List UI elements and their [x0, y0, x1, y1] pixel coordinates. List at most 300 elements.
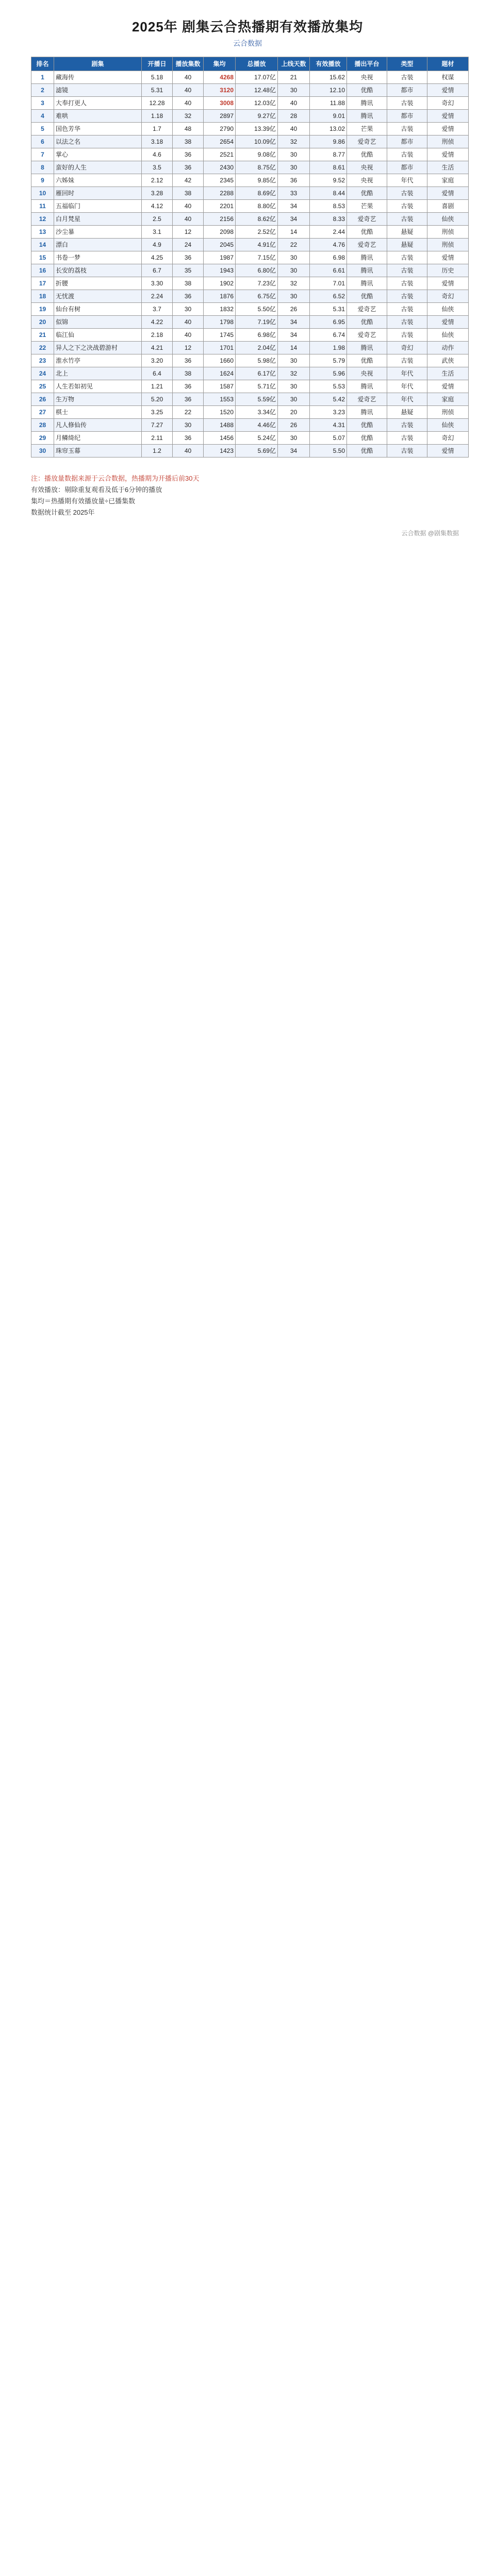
table-cell: 4268: [204, 71, 236, 84]
table-cell: 武侠: [427, 354, 469, 367]
table-cell: 4.46亿: [236, 419, 278, 432]
table-cell: 古装: [387, 251, 427, 264]
table-cell: 3.18: [142, 135, 173, 148]
table-cell: 7: [31, 148, 54, 161]
table-cell: 22: [278, 239, 310, 251]
table-cell: 40: [173, 213, 204, 226]
table-cell: 1943: [204, 264, 236, 277]
table-cell: 爱情: [427, 148, 469, 161]
table-cell: 8.53: [310, 200, 347, 213]
table-cell: 2098: [204, 226, 236, 239]
table-cell: 35: [173, 264, 204, 277]
table-cell: 4: [31, 110, 54, 123]
column-header: 题材: [427, 57, 469, 71]
table-cell: 芒果: [347, 200, 387, 213]
table-cell: 34: [278, 213, 310, 226]
table-cell: 爱奇艺: [347, 329, 387, 342]
table-cell: 20: [278, 406, 310, 419]
table-cell: 40: [173, 200, 204, 213]
column-header: 播出平台: [347, 57, 387, 71]
table-cell: 6.52: [310, 290, 347, 303]
table-cell: 爱情: [427, 316, 469, 329]
table-cell: 古装: [387, 213, 427, 226]
table-cell: 央视: [347, 161, 387, 174]
table-cell: 1832: [204, 303, 236, 316]
table-cell: 五福临门: [54, 200, 142, 213]
table-cell: 8.75亿: [236, 161, 278, 174]
table-cell: 1876: [204, 290, 236, 303]
table-row: [31, 200, 469, 213]
table-cell: 爱情: [427, 123, 469, 135]
table-cell: 15.62: [310, 71, 347, 84]
table-row: [31, 264, 469, 277]
table-cell: 年代: [387, 393, 427, 406]
table-row: [31, 393, 469, 406]
table-cell: 11: [31, 200, 54, 213]
table-cell: 六姊妹: [54, 174, 142, 187]
table-cell: 12.03亿: [236, 97, 278, 110]
table-cell: 10.09亿: [236, 135, 278, 148]
table-cell: 漂白: [54, 239, 142, 251]
table-cell: 8.62亿: [236, 213, 278, 226]
table-cell: 悬疑: [387, 406, 427, 419]
table-cell: 25: [31, 380, 54, 393]
table-row: [31, 161, 469, 174]
table-cell: 24: [173, 239, 204, 251]
table-cell: 年代: [387, 367, 427, 380]
table-cell: 5.53: [310, 380, 347, 393]
table-cell: 38: [173, 277, 204, 290]
table-cell: 9.08亿: [236, 148, 278, 161]
table-cell: 17: [31, 277, 54, 290]
table-cell: 以法之名: [54, 135, 142, 148]
ranking-table-wrap: [31, 57, 468, 457]
table-cell: 无忧渡: [54, 290, 142, 303]
note-line: 集均＝热播期有效播放量÷已播集数: [31, 497, 136, 505]
table-row: [31, 354, 469, 367]
table-cell: 36: [173, 148, 204, 161]
table-cell: 1: [31, 71, 54, 84]
table-cell: 14: [278, 226, 310, 239]
table-cell: 5.50亿: [236, 303, 278, 316]
table-cell: 17.07亿: [236, 71, 278, 84]
table-cell: 8.44: [310, 187, 347, 200]
table-cell: 5.96: [310, 367, 347, 380]
table-row: [31, 329, 469, 342]
table-cell: 古装: [387, 329, 427, 342]
table-cell: 30: [278, 354, 310, 367]
table-cell: 7.27: [142, 419, 173, 432]
table-cell: 刑侦: [427, 239, 469, 251]
table-cell: 2521: [204, 148, 236, 161]
table-cell: 12.28: [142, 97, 173, 110]
table-cell: 10: [31, 187, 54, 200]
table-cell: 5.71亿: [236, 380, 278, 393]
table-cell: 仙侠: [427, 213, 469, 226]
ranking-table: [31, 57, 469, 457]
table-cell: 36: [173, 354, 204, 367]
table-cell: 腾讯: [347, 342, 387, 354]
table-cell: 4.25: [142, 251, 173, 264]
table-row: [31, 406, 469, 419]
table-cell: 30: [173, 303, 204, 316]
table-cell: 刑侦: [427, 226, 469, 239]
table-cell: 40: [173, 316, 204, 329]
table-cell: 38: [173, 187, 204, 200]
table-cell: 优酷: [347, 290, 387, 303]
column-header: 上线天数: [278, 57, 310, 71]
table-cell: 6.17亿: [236, 367, 278, 380]
table-cell: 奇幻: [387, 342, 427, 354]
table-row: [31, 148, 469, 161]
table-cell: 芒果: [347, 123, 387, 135]
table-cell: 40: [173, 71, 204, 84]
table-cell: 优酷: [347, 316, 387, 329]
table-cell: 古装: [387, 290, 427, 303]
table-cell: 优酷: [347, 187, 387, 200]
table-cell: 6.74: [310, 329, 347, 342]
table-cell: 爱奇艺: [347, 393, 387, 406]
table-row: [31, 316, 469, 329]
table-header-row: [31, 57, 469, 71]
table-cell: 爱奇艺: [347, 239, 387, 251]
table-cell: 2: [31, 84, 54, 97]
table-cell: 1587: [204, 380, 236, 393]
table-cell: 爱情: [427, 380, 469, 393]
table-row: [31, 277, 469, 290]
table-cell: 5.42: [310, 393, 347, 406]
table-cell: 8.33: [310, 213, 347, 226]
table-cell: 26: [278, 419, 310, 432]
table-cell: 爱情: [427, 110, 469, 123]
table-cell: 30: [278, 148, 310, 161]
table-cell: 凡人修仙传: [54, 419, 142, 432]
table-cell: 40: [173, 97, 204, 110]
table-row: [31, 445, 469, 457]
table-cell: 40: [173, 445, 204, 457]
table-cell: 棋士: [54, 406, 142, 419]
table-cell: 32: [173, 110, 204, 123]
table-cell: 滤镜: [54, 84, 142, 97]
table-cell: 2.24: [142, 290, 173, 303]
table-cell: 异人之下之决战碧游村: [54, 342, 142, 354]
table-cell: 23: [31, 354, 54, 367]
table-cell: 长安的荔枝: [54, 264, 142, 277]
table-cell: 30: [278, 251, 310, 264]
table-cell: 2897: [204, 110, 236, 123]
table-cell: 8.61: [310, 161, 347, 174]
table-cell: 6.98亿: [236, 329, 278, 342]
table-cell: 国色芳华: [54, 123, 142, 135]
table-cell: 5.20: [142, 393, 173, 406]
table-cell: 33: [278, 187, 310, 200]
table-row: [31, 84, 469, 97]
table-cell: 7.01: [310, 277, 347, 290]
table-cell: 1.7: [142, 123, 173, 135]
table-cell: 仙侠: [427, 419, 469, 432]
table-cell: 生活: [427, 161, 469, 174]
table-cell: 30: [173, 419, 204, 432]
table-cell: 腾讯: [347, 380, 387, 393]
table-row: [31, 123, 469, 135]
table-cell: 26: [31, 393, 54, 406]
table-cell: 6.4: [142, 367, 173, 380]
table-cell: 沙尘暴: [54, 226, 142, 239]
note-line: 数据统计截至 2025年: [31, 509, 95, 516]
table-cell: 42: [173, 174, 204, 187]
table-cell: 4.91亿: [236, 239, 278, 251]
table-cell: 古装: [387, 123, 427, 135]
table-cell: 4.6: [142, 148, 173, 161]
table-cell: 央视: [347, 174, 387, 187]
table-cell: 30: [278, 161, 310, 174]
table-cell: 4.12: [142, 200, 173, 213]
table-cell: 28: [31, 419, 54, 432]
table-cell: 9.85亿: [236, 174, 278, 187]
footer-watermark: 云合数据 @剧集数据: [401, 530, 459, 537]
table-row: [31, 226, 469, 239]
table-cell: 腾讯: [347, 406, 387, 419]
table-cell: 喜剧: [427, 200, 469, 213]
table-cell: 2.11: [142, 432, 173, 445]
table-row: [31, 367, 469, 380]
table-cell: 27: [31, 406, 54, 419]
table-cell: 都市: [387, 84, 427, 97]
table-cell: 腾讯: [347, 264, 387, 277]
table-cell: 1553: [204, 393, 236, 406]
table-cell: 9.27亿: [236, 110, 278, 123]
table-cell: 8.80亿: [236, 200, 278, 213]
table-cell: 19: [31, 303, 54, 316]
table-row: [31, 380, 469, 393]
table-cell: 28: [278, 110, 310, 123]
table-row: [31, 71, 469, 84]
table-cell: 5.98亿: [236, 354, 278, 367]
table-cell: 3.23: [310, 406, 347, 419]
table-cell: 4.21: [142, 342, 173, 354]
table-cell: 5.50: [310, 445, 347, 457]
table-cell: 年代: [387, 380, 427, 393]
table-cell: 优酷: [347, 226, 387, 239]
table-row: [31, 97, 469, 110]
table-cell: 34: [278, 329, 310, 342]
table-row: [31, 135, 469, 148]
table-cell: 2654: [204, 135, 236, 148]
table-cell: 腾讯: [347, 110, 387, 123]
table-cell: 1423: [204, 445, 236, 457]
table-cell: 年代: [387, 174, 427, 187]
table-cell: 5.07: [310, 432, 347, 445]
table-cell: 4.31: [310, 419, 347, 432]
table-cell: 38: [173, 367, 204, 380]
table-cell: 刑侦: [427, 406, 469, 419]
table-cell: 仙侠: [427, 303, 469, 316]
table-cell: 仙侠: [427, 329, 469, 342]
table-cell: 5.59亿: [236, 393, 278, 406]
table-cell: 历史: [427, 264, 469, 277]
table-cell: 3120: [204, 84, 236, 97]
table-cell: 腾讯: [347, 97, 387, 110]
table-cell: 1456: [204, 432, 236, 445]
table-cell: 动作: [427, 342, 469, 354]
table-cell: 2288: [204, 187, 236, 200]
table-cell: 12.48亿: [236, 84, 278, 97]
table-cell: 3.28: [142, 187, 173, 200]
table-cell: 32: [278, 367, 310, 380]
note-line: 有效播放：剔除重复观看及低于6分钟的播放: [31, 486, 162, 494]
table-cell: 古装: [387, 445, 427, 457]
table-cell: 15: [31, 251, 54, 264]
table-cell: 大奉打更人: [54, 97, 142, 110]
table-cell: 刑侦: [427, 135, 469, 148]
table-cell: 3.25: [142, 406, 173, 419]
table-cell: 优酷: [347, 84, 387, 97]
table-cell: 21: [278, 71, 310, 84]
table-cell: 3.34亿: [236, 406, 278, 419]
table-cell: 34: [278, 316, 310, 329]
table-cell: 38: [173, 135, 204, 148]
table-cell: 12: [31, 213, 54, 226]
table-cell: 5: [31, 123, 54, 135]
table-cell: 5.31: [310, 303, 347, 316]
table-cell: 22: [173, 406, 204, 419]
table-cell: 似锦: [54, 316, 142, 329]
table-cell: 36: [173, 432, 204, 445]
table-cell: 爱情: [427, 84, 469, 97]
table-cell: 40: [173, 329, 204, 342]
notes-block: [31, 473, 468, 518]
column-header: 类型: [387, 57, 427, 71]
table-cell: 8: [31, 161, 54, 174]
table-row: [31, 290, 469, 303]
table-cell: 30: [278, 380, 310, 393]
table-cell: 古装: [387, 432, 427, 445]
table-row: [31, 419, 469, 432]
table-row: [31, 342, 469, 354]
table-cell: 36: [173, 251, 204, 264]
table-cell: 1701: [204, 342, 236, 354]
table-cell: 1.2: [142, 445, 173, 457]
table-cell: 1.98: [310, 342, 347, 354]
table-cell: 仙台有树: [54, 303, 142, 316]
table-cell: 7.19亿: [236, 316, 278, 329]
table-cell: 9.52: [310, 174, 347, 187]
table-cell: 1624: [204, 367, 236, 380]
table-cell: 古装: [387, 277, 427, 290]
table-cell: 30: [278, 84, 310, 97]
table-cell: 3.1: [142, 226, 173, 239]
table-cell: 折腰: [54, 277, 142, 290]
table-cell: 9.01: [310, 110, 347, 123]
table-cell: 3008: [204, 97, 236, 110]
table-cell: 优酷: [347, 354, 387, 367]
column-header: 播放集数: [173, 57, 204, 71]
table-cell: 都市: [387, 161, 427, 174]
table-cell: 30: [278, 264, 310, 277]
table-cell: 6.98: [310, 251, 347, 264]
table-cell: 13.39亿: [236, 123, 278, 135]
table-cell: 36: [173, 290, 204, 303]
table-cell: 32: [278, 135, 310, 148]
table-cell: 1.18: [142, 110, 173, 123]
table-cell: 12: [173, 226, 204, 239]
table-cell: 30: [278, 393, 310, 406]
page-subtitle: 云合数据: [233, 39, 262, 47]
table-cell: 1.21: [142, 380, 173, 393]
table-cell: 2045: [204, 239, 236, 251]
table-cell: 1660: [204, 354, 236, 367]
table-cell: 1520: [204, 406, 236, 419]
table-cell: 临江仙: [54, 329, 142, 342]
table-cell: 古装: [387, 187, 427, 200]
table-cell: 1902: [204, 277, 236, 290]
table-cell: 都市: [387, 135, 427, 148]
table-cell: 40: [173, 84, 204, 97]
table-cell: 古装: [387, 316, 427, 329]
table-cell: 优酷: [347, 148, 387, 161]
table-cell: 雁回时: [54, 187, 142, 200]
table-cell: 5.69亿: [236, 445, 278, 457]
table-cell: 14: [31, 239, 54, 251]
table-cell: 5.24亿: [236, 432, 278, 445]
table-cell: 36: [173, 161, 204, 174]
table-cell: 白月梵星: [54, 213, 142, 226]
table-cell: 2345: [204, 174, 236, 187]
table-cell: 8.77: [310, 148, 347, 161]
table-row: [31, 432, 469, 445]
table-cell: 2430: [204, 161, 236, 174]
table-row: [31, 239, 469, 251]
table-cell: 2156: [204, 213, 236, 226]
table-cell: 34: [278, 445, 310, 457]
table-cell: 藏海传: [54, 71, 142, 84]
table-cell: 古装: [387, 303, 427, 316]
table-cell: 48: [173, 123, 204, 135]
table-cell: 央视: [347, 71, 387, 84]
table-cell: 11.88: [310, 97, 347, 110]
table-cell: 奇幻: [427, 97, 469, 110]
table-cell: 13: [31, 226, 54, 239]
table-cell: 人生若如初见: [54, 380, 142, 393]
table-cell: 悬疑: [387, 239, 427, 251]
table-cell: 2.04亿: [236, 342, 278, 354]
table-cell: 20: [31, 316, 54, 329]
table-cell: 3.20: [142, 354, 173, 367]
table-cell: 3.5: [142, 161, 173, 174]
table-cell: 古装: [387, 71, 427, 84]
table-cell: 4.22: [142, 316, 173, 329]
table-cell: 29: [31, 432, 54, 445]
table-cell: 6: [31, 135, 54, 148]
table-cell: 6.75亿: [236, 290, 278, 303]
column-header: 集均: [204, 57, 236, 71]
table-cell: 都市: [387, 110, 427, 123]
column-header: 有效播放: [310, 57, 347, 71]
table-cell: 优酷: [347, 445, 387, 457]
table-cell: 1798: [204, 316, 236, 329]
table-cell: 5.79: [310, 354, 347, 367]
table-cell: 爱情: [427, 251, 469, 264]
table-cell: 悬疑: [387, 226, 427, 239]
table-row: [31, 174, 469, 187]
table-cell: 月鳞绮纪: [54, 432, 142, 445]
table-cell: 6.95: [310, 316, 347, 329]
table-cell: 8.69亿: [236, 187, 278, 200]
table-cell: 古装: [387, 419, 427, 432]
table-cell: 22: [31, 342, 54, 354]
table-cell: 21: [31, 329, 54, 342]
table-cell: 5.18: [142, 71, 173, 84]
